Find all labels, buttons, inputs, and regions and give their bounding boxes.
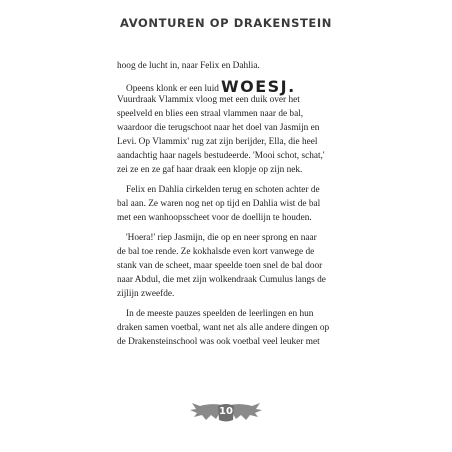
page-number: 10 [219,406,233,417]
text-line: zijlijn zweefde. [117,289,175,299]
text-line: hoog de lucht in, naar Felix en Dahlia. [117,61,260,71]
text-line: Vuurdraak Vlammix vloog met een duik over het [117,95,300,105]
text-line: In de meeste pauzes speelden de leerlingen en hun [126,309,314,319]
text-line: waardoor die terugschoot naar het doel van Jasmijn en [117,123,320,133]
sound-effect-word: WOESJ. [220,77,296,96]
text-line: aandachtig haar nagels bestudeerde. 'Mooi schot, schat,' [117,151,325,161]
text-line: draken samen voetbal, want net als alle andere dingen op [117,323,330,333]
text-line: Felix en Dahlia cirkelden terug en schoten achter de [126,185,320,195]
text-line: naar Abdul, die met zijn wolkendraak Cumulus langs de [117,275,326,285]
text-line: met een wanhoopsscheet voor de doellijn te houden. [117,213,312,223]
page-folio [186,400,266,426]
text-line: de Drakensteinschool was ook voetbal veel leuker met [117,337,320,347]
running-header: AVONTUREN OP DRAKENSTEIN [120,16,332,30]
text-line: 'Hoera!' riep Jasmijn, die op en neer sprong en naar [126,233,317,243]
text-line: bal aan. Ze waren nog net op tijd en Dahlia wist de bal [117,199,321,209]
text-line: speelveld en blies een straal vlammen naar de bal, [117,109,304,119]
text-line: de bal toe rende. Ze kokhalsde even kort vanwege de [117,247,315,257]
body-text [117,59,349,349]
text-line: Levi. Op Vlammix' rug zat zijn berijder, Ella, die heel [117,137,318,147]
text-line [117,77,349,96]
text-line: zei ze en ze gaf haar draak een klopje op zijn nek. [117,165,303,175]
text-line-start: Opeens klonk er een luid [126,84,219,94]
text-line: stank van de scheet, maar speelde toen snel de bal door [117,261,323,271]
